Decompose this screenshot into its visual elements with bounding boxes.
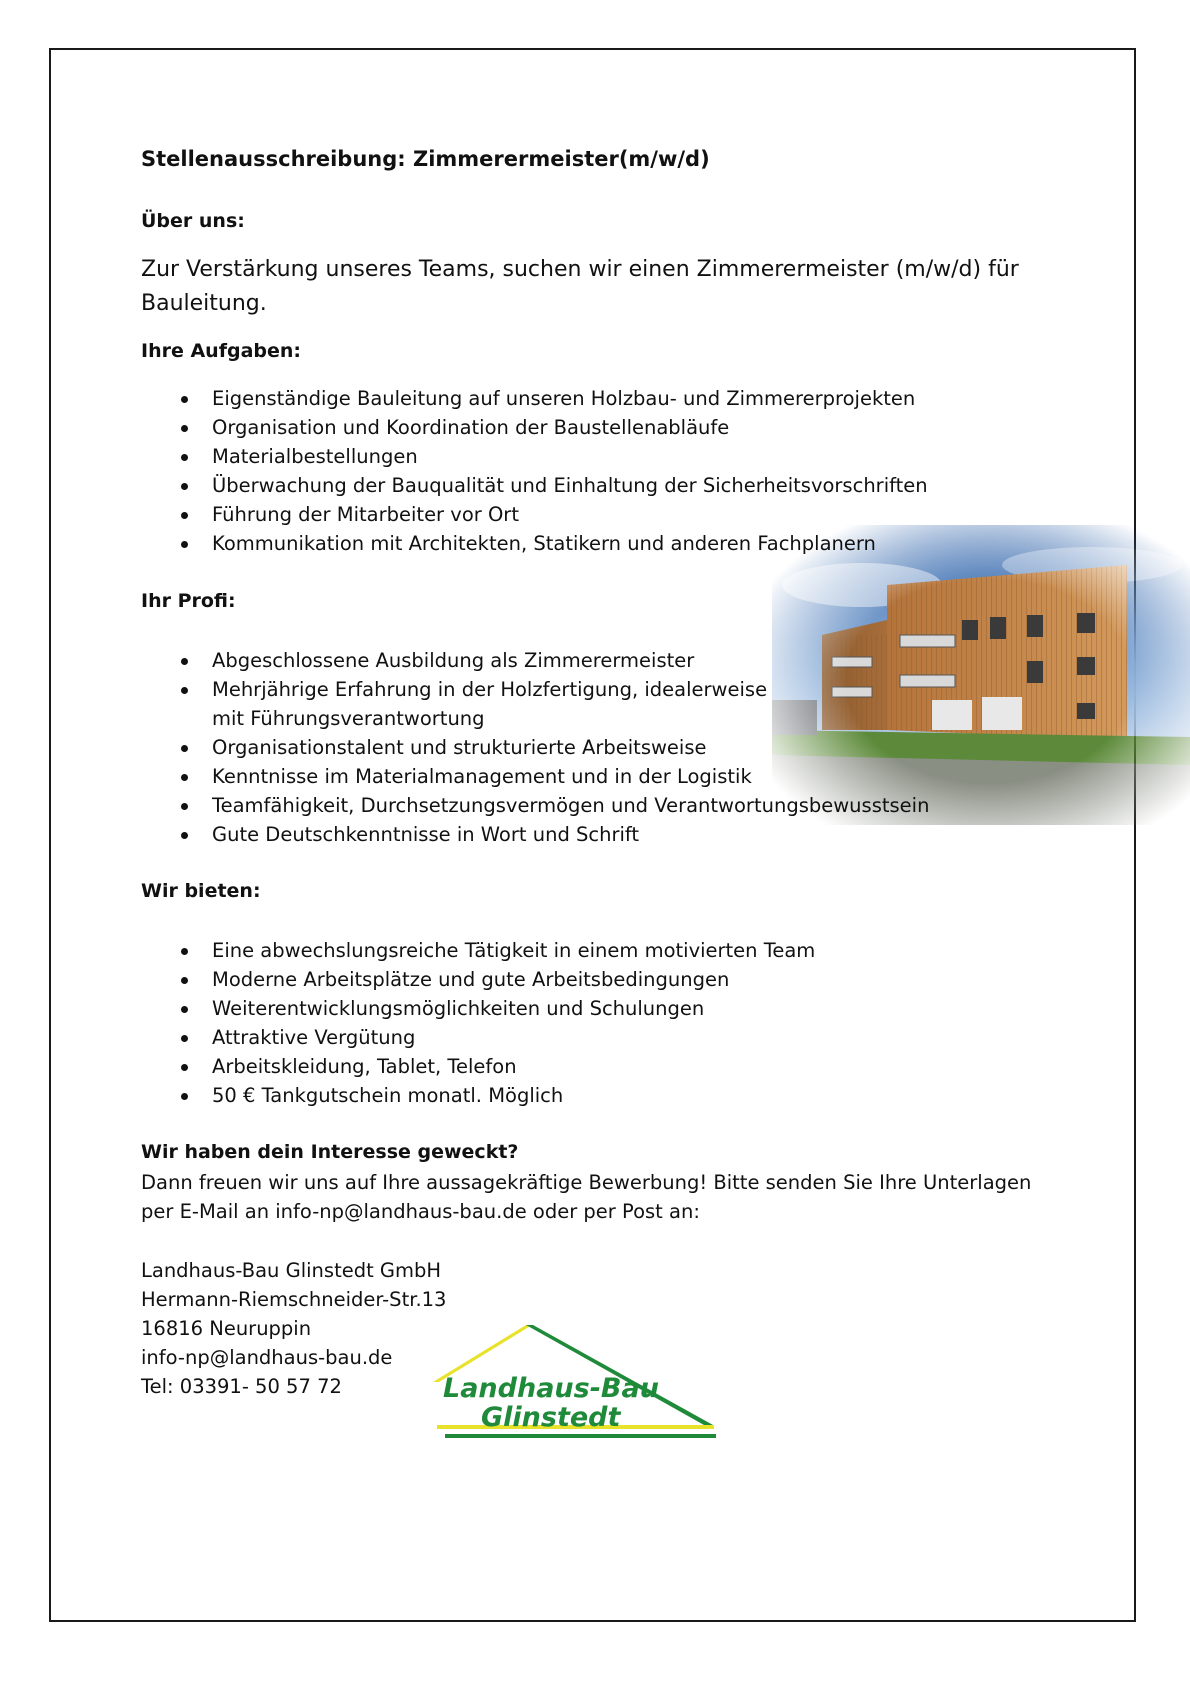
list-item: Organisationstalent und strukturierte Arbeitsweise — [141, 733, 1041, 762]
list-item: 50 € Tankgutschein monatl. Möglich — [141, 1081, 1041, 1110]
list-item: Arbeitskleidung, Tablet, Telefon — [141, 1052, 1041, 1081]
list-item: Organisation und Koordination der Baustellenabläufe — [141, 413, 1041, 442]
list-item-line: mit Führungsverantwortung — [212, 707, 485, 730]
list-item: Führung der Mitarbeiter vor Ort — [141, 500, 1041, 529]
city: 16816 Neuruppin — [141, 1317, 312, 1340]
list-item — [141, 675, 1041, 733]
list-item: Kommunikation mit Architekten, Statikern und anderen Fachplanern — [141, 529, 1041, 558]
logo-text-line1: Landhaus-Bau — [443, 1373, 659, 1404]
contact-text: per E-Mail an info-np@landhaus-bau.de oder per Post an: — [141, 1200, 700, 1223]
list-item: Weiterentwicklungsmöglichkeiten und Schulungen — [141, 994, 1041, 1023]
page-title: Stellenausschreibung: Zimmerermeister(m/w/d) — [141, 147, 710, 171]
tasks-heading: Ihre Aufgaben: — [141, 340, 301, 362]
company-logo — [431, 1322, 716, 1442]
email: info-np@landhaus-bau.de — [141, 1346, 393, 1369]
list-item: Überwachung der Bauqualität und Einhaltung der Sicherheitsvorschriften — [141, 471, 1041, 500]
profile-heading: Ihr Profi: — [141, 590, 236, 612]
about-heading: Über uns: — [141, 210, 245, 232]
street: Hermann-Riemschneider-Str.13 — [141, 1288, 447, 1311]
list-item: Abgeschlossene Ausbildung als Zimmerermeister — [141, 646, 1041, 675]
list-item: Moderne Arbeitsplätze und gute Arbeitsbedingungen — [141, 965, 1041, 994]
tasks-list — [141, 384, 1041, 558]
contact-text: Dann freuen wir uns auf Ihre aussagekräftige Bewerbung! Bitte senden Sie Ihre Unterlagen — [141, 1171, 1032, 1194]
contact-heading: Wir haben dein Interesse geweckt? — [141, 1141, 519, 1163]
list-item: Teamfähigkeit, Durchsetzungsvermögen und Verantwortungsbewusstsein — [141, 791, 1041, 820]
offer-heading: Wir bieten: — [141, 880, 261, 902]
logo-text-line2: Glinstedt — [481, 1402, 621, 1433]
list-item: Eigenständige Bauleitung auf unseren Holzbau- und Zimmererprojekten — [141, 384, 1041, 413]
list-item: Eine abwechslungsreiche Tätigkeit in einem motivierten Team — [141, 936, 1041, 965]
list-item: Gute Deutschkenntnisse in Wort und Schrift — [141, 820, 1041, 849]
list-item-line: Mehrjährige Erfahrung in der Holzfertigung, idealerweise — [212, 678, 768, 701]
list-item: Attraktive Vergütung — [141, 1023, 1041, 1052]
about-text: Zur Verstärkung unseres Teams, suchen wir einen Zimmerermeister (m/w/d) für Bauleitung. — [141, 257, 1019, 316]
company-name: Landhaus-Bau Glinstedt GmbH — [141, 1259, 442, 1282]
profile-list — [141, 646, 1041, 849]
offer-list — [141, 936, 1041, 1110]
list-item: Materialbestellungen — [141, 442, 1041, 471]
list-item: Kenntnisse im Materialmanagement und in der Logistik — [141, 762, 1041, 791]
address-block — [141, 1256, 446, 1401]
phone: Tel: 03391- 50 57 72 — [141, 1375, 342, 1398]
